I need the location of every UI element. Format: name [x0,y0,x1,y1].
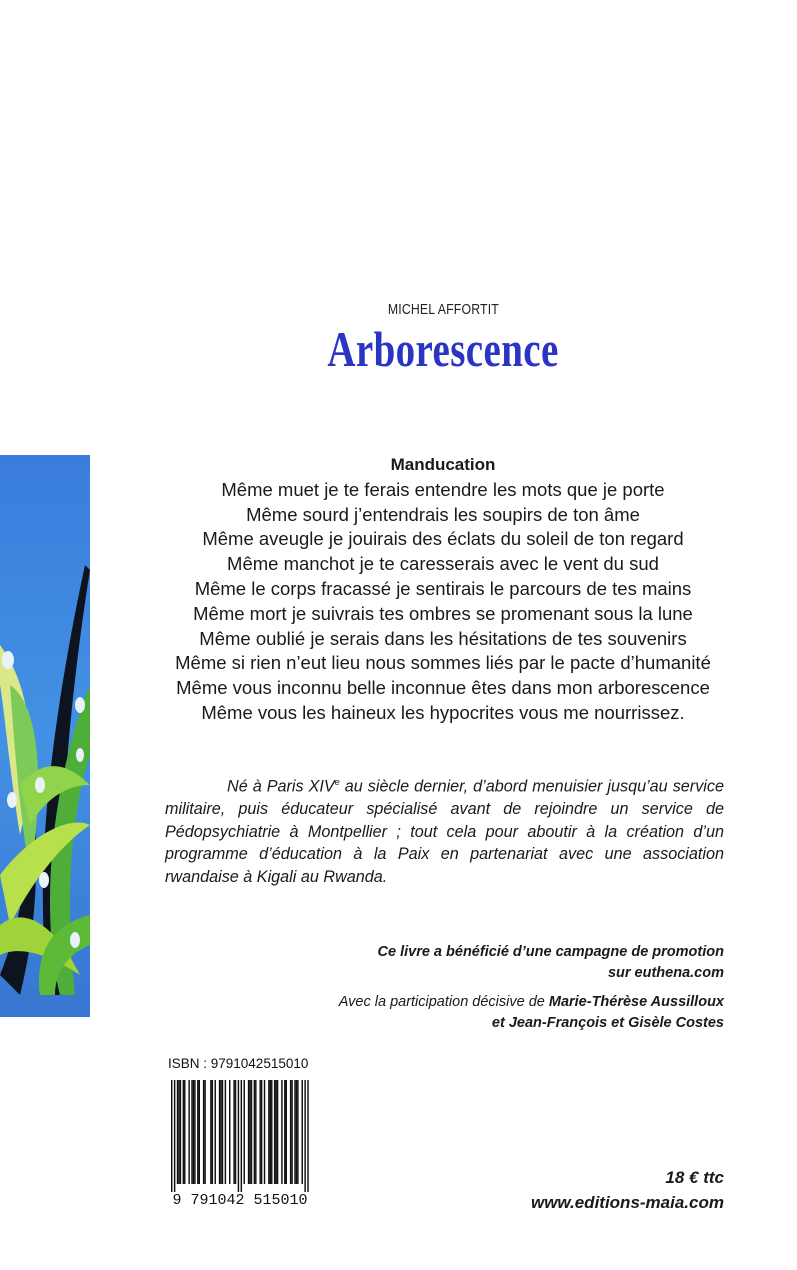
barcode-bar [248,1080,249,1184]
barcode-bar [241,1080,242,1192]
publisher-website[interactable]: www.editions-maia.com [530,1193,724,1212]
barcode-bar [219,1080,220,1184]
barcode-bar [274,1080,275,1184]
poem-title: Manducation [390,455,496,474]
barcode-bar [286,1080,287,1184]
barcode-bar [194,1080,195,1184]
barcode-bar [270,1080,271,1184]
barcode-bar [291,1080,292,1184]
poem-line: Même aveugle je jouirais des éclats du soleil de ton regard [202,528,684,550]
credits-intro: Avec la participation décisive de [338,994,549,1010]
poem-line: Même manchot je te caresserais avec le vent du sud [227,553,659,575]
book-title: Arborescence [327,321,559,377]
barcode-bar [249,1080,250,1184]
poem-line: Même vous les haineux les hypocrites vous me nourrissez. [201,701,685,723]
credits [204,992,724,1034]
barcode-bar [290,1080,291,1184]
promotion-note [204,942,724,984]
barcode-bar [203,1080,204,1184]
barcode-bar [222,1080,223,1184]
barcode-bar [233,1080,234,1184]
barcode-digits: 9 791042 515010 [172,1192,308,1208]
barcode-bar [210,1080,211,1184]
barcode-bar [281,1080,282,1184]
barcode-bar [188,1080,189,1184]
credits-name: Marie-Thérèse Aussilloux [548,994,724,1010]
barcode-bar [275,1080,276,1184]
poem [90,453,796,726]
bio-text-rest: au siècle dernier, d’abord menuisier jusqu’au service militaire, puis éducateur spécialisé avant de rejoindre un service de Pédopsychiatrie à Montpellier ; tout cela pour aboutir à la création d’un programme d’éducation à la Paix en partenariat avec une association rwandaise à Kigali au Rwanda. [165,777,724,886]
promotion-line: Ce livre a bénéficié d’une campagne de promotion [377,944,724,960]
barcode-bar [277,1080,278,1184]
poem-line: Même mort je suivrais tes ombres se promenant sous la lune [193,602,693,624]
isbn-label: ISBN : 9791042515010 [168,1056,309,1071]
barcode-bar [268,1080,269,1184]
author-bio [165,771,724,888]
barcode-bar [294,1080,295,1184]
barcode-bar [238,1080,239,1192]
poem-line: Même muet je te ferais entendre les mots que je porte [221,478,665,500]
poem-line: Même si rien n’eut lieu nous sommes liés par le pacte d’humanité [175,652,711,674]
barcode-bar [229,1080,230,1184]
barcode-bar [304,1080,305,1192]
bio-superscript: e [334,777,340,787]
cover-art-strip [0,455,90,1017]
barcode-bar [215,1080,216,1184]
barcode-bar [171,1080,172,1192]
barcode-bar [220,1080,221,1184]
barcode-bar [261,1080,262,1184]
barcode-bar [251,1080,252,1184]
barcode-bar [302,1080,303,1184]
barcode-bar [177,1080,178,1184]
price: 18 € ttc [665,1168,724,1187]
barcode-bar [264,1080,265,1184]
poem-line: Même oublié je serais dans les hésitations de tes souvenirs [199,627,687,649]
barcode-bar [254,1080,255,1184]
barcode-bar [197,1080,198,1184]
barcode-bar [184,1080,185,1184]
barcode-bar [235,1080,236,1184]
barcode-bar [191,1080,192,1184]
poem-line: Même sourd j’entendrais les soupirs de ton âme [246,503,640,525]
poem-line: Même vous inconnu belle inconnue êtes dans mon arborescence [176,677,710,699]
barcode-bar [174,1080,175,1192]
barcode-bar [204,1080,205,1184]
barcode-bar [296,1080,297,1184]
barcode-bar [180,1080,181,1184]
barcode-bar [178,1080,179,1184]
barcode-bar [244,1080,245,1184]
barcode-bar [212,1080,213,1184]
barcode-bar [307,1080,308,1192]
barcode-bar [199,1080,200,1184]
barcode-bar [255,1080,256,1184]
bio-text-start: Né à Paris XIV [227,777,335,796]
barcode-bar [284,1080,285,1184]
barcode-bar [297,1080,298,1184]
barcode-bars [171,1080,309,1192]
barcode-bar [193,1080,194,1184]
isbn-barcode [157,1078,323,1208]
barcode-bar [271,1080,272,1184]
barcode-bar [225,1080,226,1184]
poem-line: Même le corps fracassé je sentirais le parcours de tes mains [194,577,692,599]
barcode-bar [183,1080,184,1184]
barcode-bar [259,1080,260,1184]
author-name: MICHEL AFFORTIT [387,301,499,318]
credits-names: et Jean-François et Gisèle Costes [491,1015,724,1031]
promotion-line: sur euthena.com [607,965,724,981]
